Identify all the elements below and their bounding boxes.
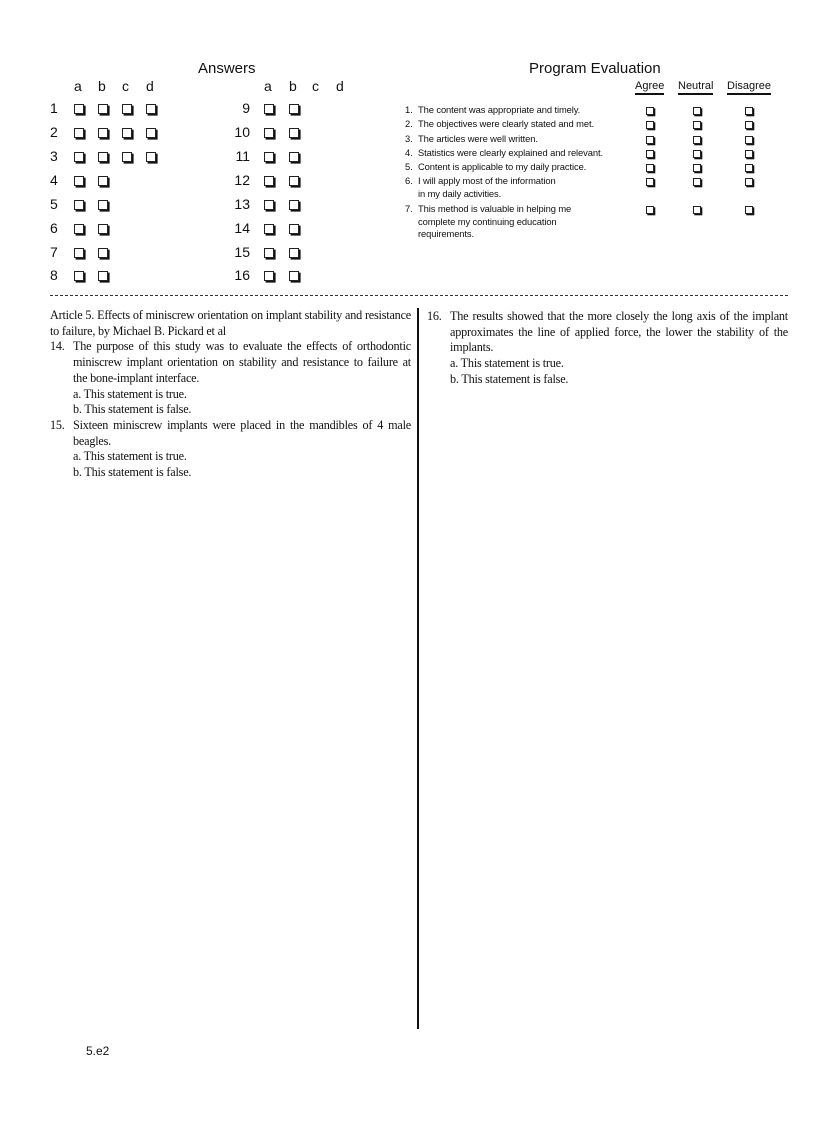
page-number: 5.e2: [86, 1044, 110, 1058]
question-number: 5: [50, 196, 58, 212]
option-b[interactable]: b. This statement is false.: [73, 402, 192, 417]
option-a[interactable]: a. This statement is true.: [73, 386, 187, 401]
evaluation-checkbox[interactable]: [646, 150, 654, 158]
question-14: [50, 339, 411, 386]
answer-column-header: b: [289, 78, 297, 94]
evaluation-checkbox[interactable]: [745, 136, 753, 144]
evaluation-checkbox[interactable]: [693, 136, 701, 144]
column-neutral: Neutral: [678, 80, 713, 95]
item-text-line: The content was appropriate and timely.: [418, 104, 581, 115]
answer-column-header: d: [336, 78, 344, 94]
answer-checkbox[interactable]: [264, 271, 274, 281]
item-text-line: complete my continuing education: [418, 215, 557, 227]
item-text: [418, 203, 571, 241]
evaluation-item: [405, 161, 586, 174]
evaluation-checkbox[interactable]: [693, 206, 701, 214]
question-number: 14.: [50, 339, 65, 354]
question-number: 7: [50, 244, 58, 260]
question-number: 11: [235, 148, 250, 164]
question-number: 4: [50, 172, 58, 188]
question-number: 3: [50, 148, 58, 164]
answer-column-header: a: [74, 78, 82, 94]
answer-checkbox[interactable]: [74, 248, 84, 258]
answers-title: Answers: [198, 60, 256, 77]
evaluation-item: [405, 147, 603, 160]
evaluation-checkbox[interactable]: [693, 121, 701, 129]
answer-checkbox[interactable]: [122, 152, 132, 162]
item-text: [418, 133, 538, 146]
item-text-line: The articles were well written.: [418, 133, 538, 144]
answer-checkbox[interactable]: [74, 176, 84, 186]
evaluation-item: [405, 133, 538, 146]
option-b[interactable]: b. This statement is false.: [450, 371, 569, 386]
evaluation-checkbox[interactable]: [745, 150, 753, 158]
item-text-line: This method is valuable in helping me: [418, 203, 572, 214]
evaluation-checkbox[interactable]: [745, 178, 753, 186]
item-text: [418, 175, 556, 200]
question-number: 2: [50, 124, 58, 140]
item-text: [418, 147, 603, 160]
answer-checkbox[interactable]: [146, 104, 156, 114]
evaluation-item: [405, 175, 556, 200]
answer-checkbox[interactable]: [98, 128, 108, 138]
evaluation-checkbox[interactable]: [745, 164, 753, 172]
left-column: [50, 308, 411, 481]
evaluation-item: [405, 203, 571, 241]
evaluation-checkbox[interactable]: [646, 206, 654, 214]
answer-column-header: c: [312, 78, 319, 94]
answer-checkbox[interactable]: [74, 271, 84, 281]
item-text-line: I will apply most of the information: [418, 175, 556, 186]
question-number: 15: [234, 244, 250, 260]
evaluation-checkbox[interactable]: [745, 121, 753, 129]
answer-checkbox[interactable]: [264, 200, 274, 210]
evaluation-checkbox[interactable]: [646, 136, 654, 144]
answer-checkbox[interactable]: [74, 200, 84, 210]
answer-column-header: a: [264, 78, 272, 94]
question-number: 12: [234, 172, 250, 188]
column-agree: Agree: [635, 80, 664, 95]
question-16: [427, 309, 788, 356]
answer-checkbox[interactable]: [146, 128, 156, 138]
answer-checkbox[interactable]: [122, 104, 132, 114]
answer-checkbox[interactable]: [289, 176, 299, 186]
dashed-divider: [50, 295, 788, 296]
answer-checkbox[interactable]: [98, 200, 108, 210]
answer-checkbox[interactable]: [264, 224, 274, 234]
evaluation-checkbox[interactable]: [646, 178, 654, 186]
item-text: [418, 104, 580, 117]
answer-checkbox[interactable]: [289, 224, 299, 234]
column-disagree: Disagree: [727, 80, 771, 95]
evaluation-checkbox[interactable]: [693, 150, 701, 158]
item-number: 1.: [405, 104, 413, 115]
item-number: 7.: [405, 203, 413, 214]
right-column: [427, 309, 788, 388]
answer-checkbox[interactable]: [98, 248, 108, 258]
question-text: The purpose of this study was to evaluate the effects of orthodontic miniscrew implant orientation on stability and resistance to failure at the bone-implant interface.: [73, 339, 411, 385]
evaluation-checkbox[interactable]: [745, 206, 753, 214]
answer-checkbox[interactable]: [98, 176, 108, 186]
question-text: The results showed that the more closely the long axis of the implant approximates the line of applied force, the lower the stability of the implants.: [450, 309, 788, 355]
answer-checkbox[interactable]: [289, 200, 299, 210]
option-a[interactable]: a. This statement is true.: [73, 449, 187, 464]
answer-checkbox[interactable]: [289, 104, 299, 114]
evaluation-checkbox[interactable]: [646, 107, 654, 115]
question-number: 13: [234, 196, 250, 212]
question-number: 1: [50, 100, 58, 116]
answer-checkbox[interactable]: [98, 271, 108, 281]
item-text-line: The objectives were clearly stated and met.: [418, 118, 594, 129]
evaluation-checkbox[interactable]: [745, 107, 753, 115]
question-number: 15.: [50, 417, 65, 432]
question-number: 16: [234, 267, 250, 283]
evaluation-item: [405, 118, 594, 131]
answer-checkbox[interactable]: [98, 104, 108, 114]
question-number: 8: [50, 267, 58, 283]
question-number: 16.: [427, 309, 442, 323]
question-number: 9: [242, 100, 250, 116]
item-number: 6.: [405, 175, 413, 186]
article-heading: Article 5. Effects of miniscrew orientation on implant stability and resistance to failure, by Michael B. Pickard et al: [50, 308, 411, 338]
answer-column-header: c: [122, 78, 129, 94]
answer-checkbox[interactable]: [289, 128, 299, 138]
question-number: 14: [234, 220, 250, 236]
question-text: Sixteen miniscrew implants were placed in the mandibles of 4 male beagles.: [73, 417, 411, 448]
evaluation-checkbox[interactable]: [646, 164, 654, 172]
answer-checkbox[interactable]: [289, 152, 299, 162]
answer-checkbox[interactable]: [74, 128, 84, 138]
evaluation-checkbox[interactable]: [693, 178, 701, 186]
answer-checkbox[interactable]: [74, 104, 84, 114]
answer-column-header: b: [98, 78, 106, 94]
item-text-line: in my daily activities.: [418, 187, 502, 199]
answer-checkbox[interactable]: [98, 224, 108, 234]
answer-checkbox[interactable]: [264, 104, 274, 114]
evaluation-checkbox[interactable]: [693, 164, 701, 172]
answer-checkbox[interactable]: [264, 176, 274, 186]
column-divider: [417, 308, 419, 1029]
item-text: [418, 118, 594, 131]
item-text-line: requirements.: [418, 228, 475, 239]
answer-checkbox[interactable]: [122, 128, 132, 138]
answer-checkbox[interactable]: [264, 248, 274, 258]
answer-checkbox[interactable]: [264, 128, 274, 138]
answer-checkbox[interactable]: [74, 152, 84, 162]
evaluation-checkbox[interactable]: [693, 107, 701, 115]
answer-checkbox[interactable]: [98, 152, 108, 162]
question-number: 6: [50, 220, 58, 236]
evaluation-item: [405, 104, 580, 117]
option-a[interactable]: a. This statement is true.: [450, 356, 564, 371]
evaluation-title: Program Evaluation: [529, 60, 661, 77]
item-text-line: Statistics were clearly explained and relevant.: [418, 147, 603, 158]
answer-checkbox[interactable]: [289, 248, 299, 258]
item-text-line: Content is applicable to my daily practice.: [418, 161, 587, 172]
answer-checkbox[interactable]: [146, 152, 156, 162]
answer-checkbox[interactable]: [289, 271, 299, 281]
item-number: 3.: [405, 133, 413, 144]
answer-column-header: d: [146, 78, 154, 94]
item-number: 5.: [405, 161, 413, 172]
question-15: [50, 418, 411, 449]
answer-checkbox[interactable]: [74, 224, 84, 234]
item-text: [418, 161, 586, 174]
question-number: 10: [234, 124, 250, 140]
option-b[interactable]: b. This statement is false.: [73, 465, 192, 480]
evaluation-checkbox[interactable]: [646, 121, 654, 129]
item-number: 4.: [405, 147, 413, 158]
answer-checkbox[interactable]: [264, 152, 274, 162]
item-number: 2.: [405, 118, 413, 129]
